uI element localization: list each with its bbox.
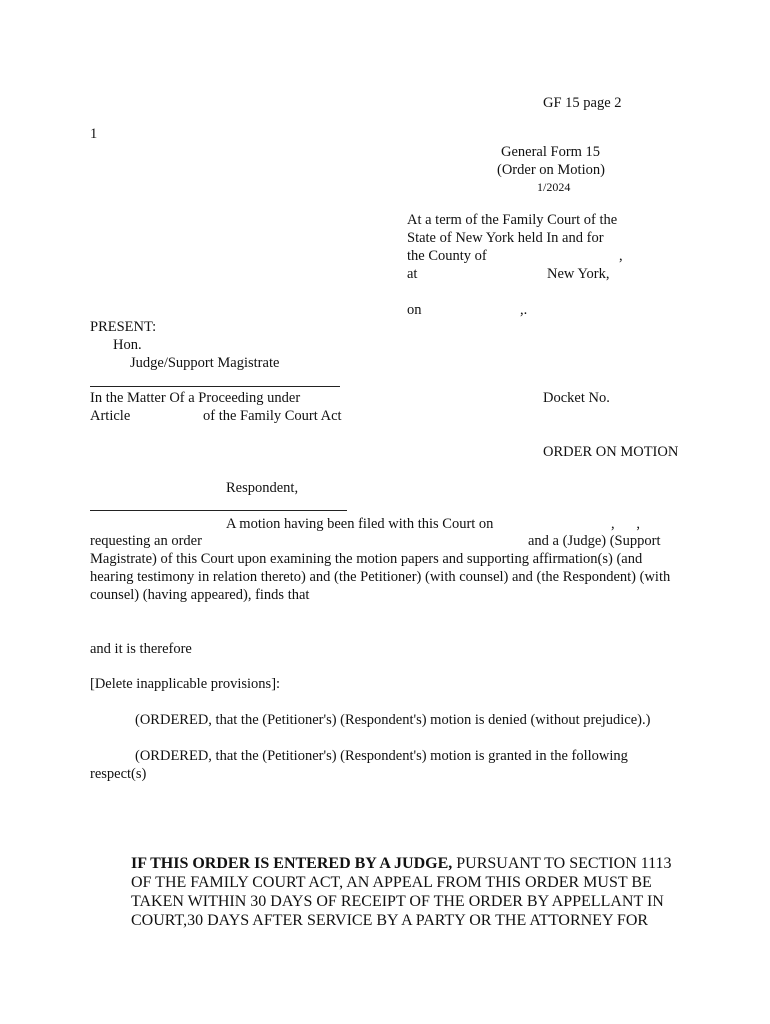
court-on-punct: ,. <box>520 302 528 318</box>
court-on-label: on <box>407 302 422 318</box>
article-rest: of the Family Court Act <box>203 408 342 424</box>
court-county-comma: , <box>619 248 623 264</box>
ordered-denied: (ORDERED, that the (Petitioner's) (Respondent's) motion is denied (without prejudice).) <box>135 712 651 728</box>
form-date: 1/2024 <box>537 180 571 194</box>
court-line-1: At a term of the Family Court of the <box>407 212 618 228</box>
ordered-granted-line-1: (ORDERED, that the (Petitioner's) (Respondent's) motion is granted in the following <box>135 748 628 764</box>
body-line-3: Magistrate) of this Court upon examining the motion papers and supporting affirmation(s) (and <box>90 551 643 567</box>
notice-line-3: TAKEN WITHIN 30 DAYS OF RECEIPT OF THE ORDER BY APPELLANT IN <box>131 893 664 910</box>
docket-label: Docket No. <box>543 390 610 406</box>
notice-line-4: COURT,30 DAYS AFTER SERVICE BY A PARTY OR THE ATTORNEY FOR <box>131 912 649 929</box>
present-label: PRESENT: <box>90 319 157 335</box>
notice-bold-lead: IF THIS ORDER IS ENTERED BY A JUDGE, <box>131 855 453 872</box>
notice-line-1-rest: PURSUANT TO SECTION 1113 <box>452 855 672 872</box>
page-label: GF 15 page 2 <box>543 95 622 111</box>
matter-line: In the Matter Of a Proceeding under <box>90 390 301 406</box>
caption-bottom-rule <box>90 510 347 511</box>
caption-top-rule <box>90 386 340 387</box>
therefore-text: and it is therefore <box>90 641 192 657</box>
and-judge-text: and a (Judge) (Support <box>528 533 661 549</box>
body-line-4: hearing testimony in relation thereto) and (the Petitioner) (with counsel) and (the Respondent) (with <box>90 569 671 585</box>
form-name: General Form 15 <box>501 144 601 160</box>
form-subtitle: (Order on Motion) <box>497 162 605 178</box>
court-line-2: State of New York held In and for <box>407 230 604 246</box>
article-label: Article <box>90 408 131 424</box>
court-at-label: at <box>407 266 418 282</box>
requesting-label: requesting an order <box>90 533 202 549</box>
notice-line-1 <box>131 854 672 873</box>
ordered-granted-line-2: respect(s) <box>90 766 147 782</box>
court-county-label: the County of <box>407 248 487 264</box>
respondent-label: Respondent, <box>226 480 299 496</box>
motion-commas: , , <box>611 516 640 532</box>
court-state: New York, <box>547 266 610 282</box>
present-hon: Hon. <box>113 337 142 353</box>
present-title: Judge/Support Magistrate <box>130 355 280 371</box>
order-title: ORDER ON MOTION <box>543 444 679 460</box>
delete-note: [Delete inapplicable provisions]: <box>90 676 281 692</box>
page-number: 1 <box>90 126 98 142</box>
notice-line-2: OF THE FAMILY COURT ACT, AN APPEAL FROM THIS ORDER MUST BE <box>131 874 652 891</box>
body-line-5: counsel) (having appeared), finds that <box>90 587 310 603</box>
motion-intro: A motion having been filed with this Court on <box>226 516 494 532</box>
